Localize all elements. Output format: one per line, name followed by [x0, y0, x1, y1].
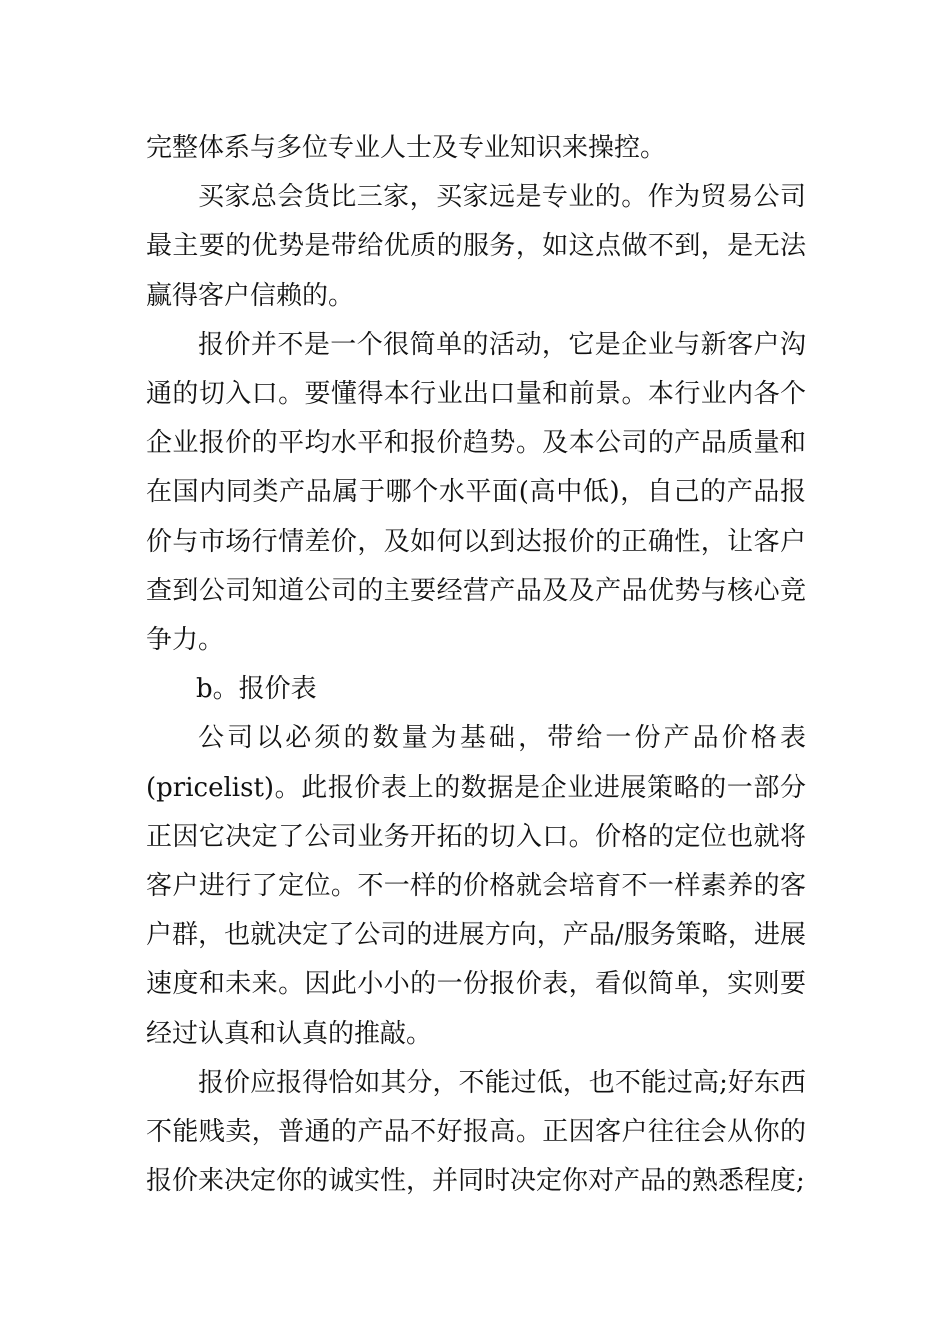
document-page: [146, 124, 806, 1206]
paragraph-1: 完整体系与多位专业人士及专业知识来操控。: [146, 133, 667, 163]
paragraph-3: 报价并不是一个很简单的活动，它是企业与新客户沟通的切入口。要懂得本行业出口量和前景。本行业内各个企业报价的平均水平和报价趋势。及本公司的产品质量和在国内同类产品属于哪个水平面(高中低)，自己的产品报价与市场行情差价，及如何以到达报价的正确性，让客户查到公司知道公司的主要经营产品及及产品优势与核心竞争力。: [146, 329, 806, 656]
paragraph-4: 公司以必须的数量为基础，带给一份产品价格表(pricelist)。此报价表上的数据是企业进展策略的一部分正因它决定了公司业务开拓的切入口。价格的定位也就将客户进行了定位。不一样的价格就会培育不一样素养的客户群，也就决定了公司的进展方向，产品/服务策略，进展速度和未来。因此小小的一份报价表，看似简单，实则要经过认真和认真的推敲。: [146, 723, 806, 1049]
paragraph-5: 报价应报得恰如其分，不能过低，也不能过高;好东西不能贱卖，普通的产品不好报高。正因客户往往会从你的报价来决定你的诚实性，并同时决定你对产品的熟悉程度;: [146, 1067, 806, 1197]
section-heading: b。报价表: [196, 674, 317, 705]
paragraph-2: 买家总会货比三家，买家远是专业的。作为贸易公司最主要的优势是带给优质的服务，如这点做不到，是无法赢得客户信赖的。: [146, 182, 806, 311]
